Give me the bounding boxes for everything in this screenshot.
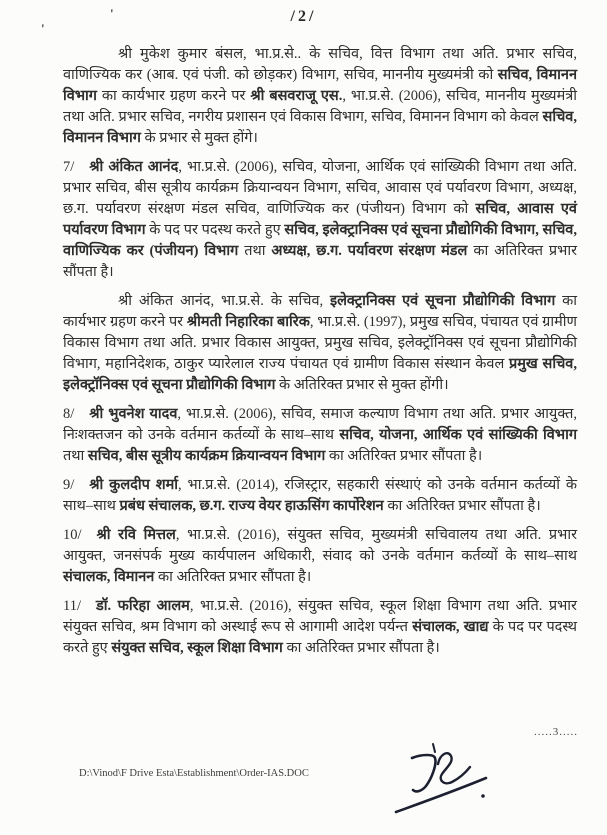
para-10-ravi-mittal (63, 525, 577, 588)
text-run: , भा.प्र.से. (2016), संयुक्त सचिव, मुख्यमंत्री सचिवालय तथा अति. प्रभार आयुक्त, जनसंपर्क मुख्य कार्यपालन अधिकारी, संवाद को उनके वर्तमान कर्तव्यों के साथ–साथ (63, 527, 578, 564)
text-run: , भा.प्र.से. (2006), सचिव, माननीय मुख्यमंत्री तथा अति. प्रभार सचिव, नगरीय प्रशासन एवं विकास विभाग, सचिव, विमानन विभाग को केवल (63, 88, 577, 125)
text-run: का अतिरिक्त प्रभार सौंपता है। (282, 640, 440, 656)
emphasized-text-run: प्रबंध संचालक, छ.ग. राज्य वेयर हाऊसिंग कार्पोरेशन (119, 498, 384, 514)
file-path: D:\Vinod\F Drive Esta\Establishment\Order-IAS.DOC (79, 768, 309, 779)
text-run: तथा (63, 448, 88, 464)
clause-number: 9/ (63, 477, 75, 493)
emphasized-text-run: सचिव, योजना, आर्थिक एवं सांख्यिकी विभाग (339, 427, 577, 443)
signature (382, 740, 492, 820)
text-run: श्री अंकित आनंद, भा.प्र.से. के सचिव, (118, 293, 330, 309)
text-run: के प्रभार से मुक्त होंगे। (140, 130, 258, 146)
text-run: , भा.प्र.से. (2016), संयुक्त सचिव, स्कूल शिक्षा विभाग तथा अति. प्रभार संयुक्त सचिव, श्रम विभाग को अस्थाई रूप से आगामी आदेश पर्यन्त (63, 598, 577, 635)
emphasized-text-run: श्री बसवराजू एस. (250, 88, 343, 104)
emphasized-text-run: श्रीमती निहारिका बारिक (186, 314, 310, 330)
emphasized-text-run: इलेक्ट्रानिक्स एवं सूचना प्रौद्योगिकी विभाग (329, 293, 556, 309)
page-number: /2/ (290, 8, 317, 25)
text-run: का कार्यभार ग्रहण करने पर (96, 88, 251, 104)
text-run: के पद पर पदस्थ करते हुए (145, 222, 285, 238)
emphasized-text-run: सचिव, विमानन विभाग (63, 109, 577, 146)
emphasized-text-run: सचिव, आवास एवं पर्यावरण विभाग (63, 201, 577, 238)
emphasized-text-run: श्री कुलदीप शर्मा (89, 477, 178, 493)
emphasized-text-run: श्री भुवनेश यादव (89, 406, 178, 422)
text-run: का अतिरिक्त प्रभार सौंपता है। (63, 243, 578, 280)
emphasized-text-run: संयुक्त सचिव, स्कूल शिक्षा विभाग (111, 640, 283, 656)
text-run: तथा (238, 243, 272, 259)
clause-number: 8/ (63, 406, 75, 422)
para-7-ankit-anand (63, 157, 577, 283)
para-9-kuldeep-sharma (63, 475, 577, 517)
emphasized-text-run: सचिव, बीस सूत्रीय कार्यक्रम क्रियान्वयन विभाग (87, 448, 326, 464)
emphasized-text-run: श्री रवि मित्तल (96, 527, 176, 543)
text-run: का अतिरिक्त प्रभार सौंपता है। (383, 498, 541, 514)
emphasized-text-run: सचिव, विमानन विभाग (63, 67, 577, 104)
emphasized-text-run: संचालक, खाद्य (412, 619, 489, 635)
text-run: , भा.प्र.से. (2014), रजिस्ट्रार, सहकारी संस्थाएं को उनके वर्तमान कर्तव्यों के साथ–साथ (63, 477, 577, 514)
emphasized-text-run: प्रमुख सचिव, इलेक्ट्रॉनिक्स एवं सूचना प्रौद्योगिकी विभाग (63, 356, 577, 393)
clause-number: 10/ (63, 527, 82, 543)
emphasized-text-run: संचालक, विमानन (63, 569, 155, 585)
order-paragraphs (63, 44, 577, 667)
scan-artifact-mark: ' (41, 21, 45, 36)
text-run: श्री मुकेश कुमार बंसल, भा.प्र.से.. के सचिव, वित्त विभाग तथा अति. प्रभार सचिव, वाणिज्यिक कर (आब. एवं पंजी. को छोड़कर) विभाग, सचिव, माननीय मुख्यमंत्री को (63, 46, 577, 83)
emphasized-text-run: सचिव, इलेक्ट्रानिक्स एवं सूचना प्रौद्योगिकी विभाग, सचिव, वाणिज्यिक कर (पंजीयन) विभाग (63, 222, 577, 259)
text-run: , भा.प्र.से. (2006), सचिव, समाज कल्याण विभाग तथा अति. प्रभार आयुक्त, निःशक्तजन को उनके वर्तमान कर्तव्यों के साथ–साथ (63, 406, 577, 443)
emphasized-text-run: श्री अंकित आनंद (89, 159, 179, 175)
text-run: का अतिरिक्त प्रभार सौंपता है। (325, 448, 483, 464)
clause-number: 11/ (63, 598, 81, 614)
clause-number: 7/ (63, 159, 75, 175)
para-8-bhuvanesh-yadav (63, 404, 577, 467)
text-run: का कार्यभार ग्रहण करने पर (63, 293, 577, 330)
continuation-marker: .....3..... (534, 726, 578, 738)
para-niharika-barik (63, 291, 577, 396)
para-11-fariha-alam (63, 596, 577, 659)
scan-artifact-mark: ' (110, 6, 114, 21)
text-run: के अतिरिक्त प्रभार से मुक्त होंगी। (275, 377, 449, 393)
text-run: , भा.प्र.से. (2006), सचिव, योजना, आर्थिक एवं सांख्यिकी विभाग तथा अति. प्रभार सचिव, बीस सूत्रीय कार्यक्रम क्रियान्वयन विभाग, सचिव, आवास एवं पर्यावरण विभाग, अध्यक्ष, छ.ग. पर्यावरण संरक्षण मंडल सचिव, वाणिज्यिक कर (पंजीयन) विभाग को (63, 159, 577, 217)
text-run: के पद पर पदस्थ करते हुए (63, 619, 577, 656)
emphasized-text-run: डॉ. फरिहा आलम (96, 598, 190, 614)
para-mukesh-bansal-continuation (63, 44, 577, 149)
emphasized-text-run: अध्यक्ष, छ.ग. पर्यावरण संरक्षण मंडल (271, 243, 468, 259)
text-run: , भा.प्र.से. (1997), प्रमुख सचिव, पंचायत एवं ग्रामीण विकास विभाग तथा अति. प्रभार विकास आयुक्त, प्रमुख सचिव, इलेक्ट्रॉनिक्स एवं सूचना प्रौद्योगिकी विभाग, महानिदेशक, ठाकुर प्यारेलाल राज्य पंचायत एवं ग्रामीण विकास संस्थान केवल (63, 314, 577, 372)
text-run: का अतिरिक्त प्रभार सौंपता है। (154, 569, 312, 585)
